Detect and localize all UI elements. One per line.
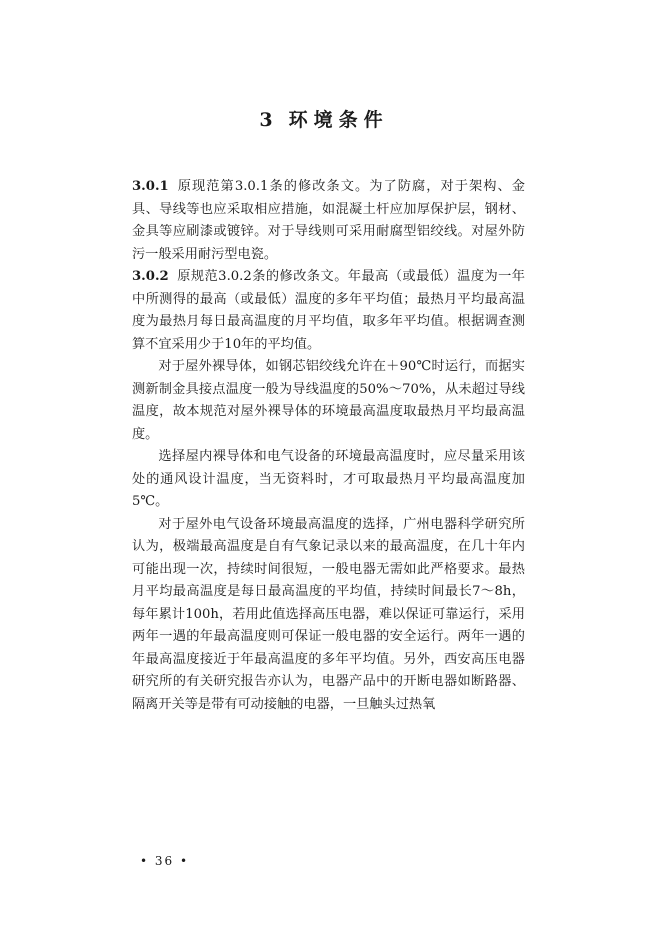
page-number: • 36 • <box>140 854 190 868</box>
body-text <box>132 176 525 716</box>
paragraph-indoor-conductor: 选择屋内裸导体和电气设备的环境最高温度时，应尽量采用该处的通风设计温度，当无资料时，才可取最热月平均最高温度加5℃。 <box>132 449 525 509</box>
paragraph-text: 原现范第3.0.1条的修改条文。为了防腐，对于架构、金具、导线等也应采取相应措施，如混凝土杆应加厚保护层，钢材、金具等应刷漆或镀锌。对于导线则可采用耐腐型铝绞线。对屋外防污一般采用耐污型电瓷。 <box>132 179 525 262</box>
paragraph-outdoor-conductor: 对于屋外裸导体，如钢芯铝绞线允许在＋90℃时运行，而据实测新制金具接点温度一般为导线温度的50%～70%，从未超过导线温度，故本规范对屋外裸导体的环境最高温度取最热月平均最高温度。 <box>132 359 525 442</box>
chapter-number: 3 <box>259 109 273 131</box>
chapter-title-text: 环境条件 <box>288 109 389 131</box>
clause-number: 3.0.1 <box>132 179 169 194</box>
chapter-heading <box>0 105 648 132</box>
paragraph-clause-3-0-1 <box>132 176 525 266</box>
clause-number: 3.0.2 <box>132 269 169 284</box>
paragraph-text: 原规范3.0.2条的修改条文。年最高（或最低）温度为一年中所测得的最高（或最低）温度的多年平均值；最热月平均最高温度为最热月每日最高温度的月平均值，取多年平均值。根据调查测算不宜采用少于10年的平均值。 <box>132 269 525 352</box>
paragraph-outdoor-equipment: 对于屋外电气设备环境最高温度的选择，广州电器科学研究所认为，极端最高温度是自有气象记录以来的最高温度，在几十年内可能出现一次，持续时间很短，一般电器无需如此严格要求。最热月平均最高温度是每日最高温度的平均值，持续时间最长7～8h，每年累计100h，若用此值选择高压电器，难以保证可靠运行，采用两年一遇的年最高温度则可保证一般电器的安全运行。两年一遇的年最高温度接近于年最高温度的多年平均值。另外，西安高压电器研究所的有关研究报告亦认为，电器产品中的开断电器如断路器、隔离开关等是带有可动接触的电器，一旦触头过热氧 <box>132 516 525 712</box>
paragraph-clause-3-0-2 <box>132 266 525 356</box>
